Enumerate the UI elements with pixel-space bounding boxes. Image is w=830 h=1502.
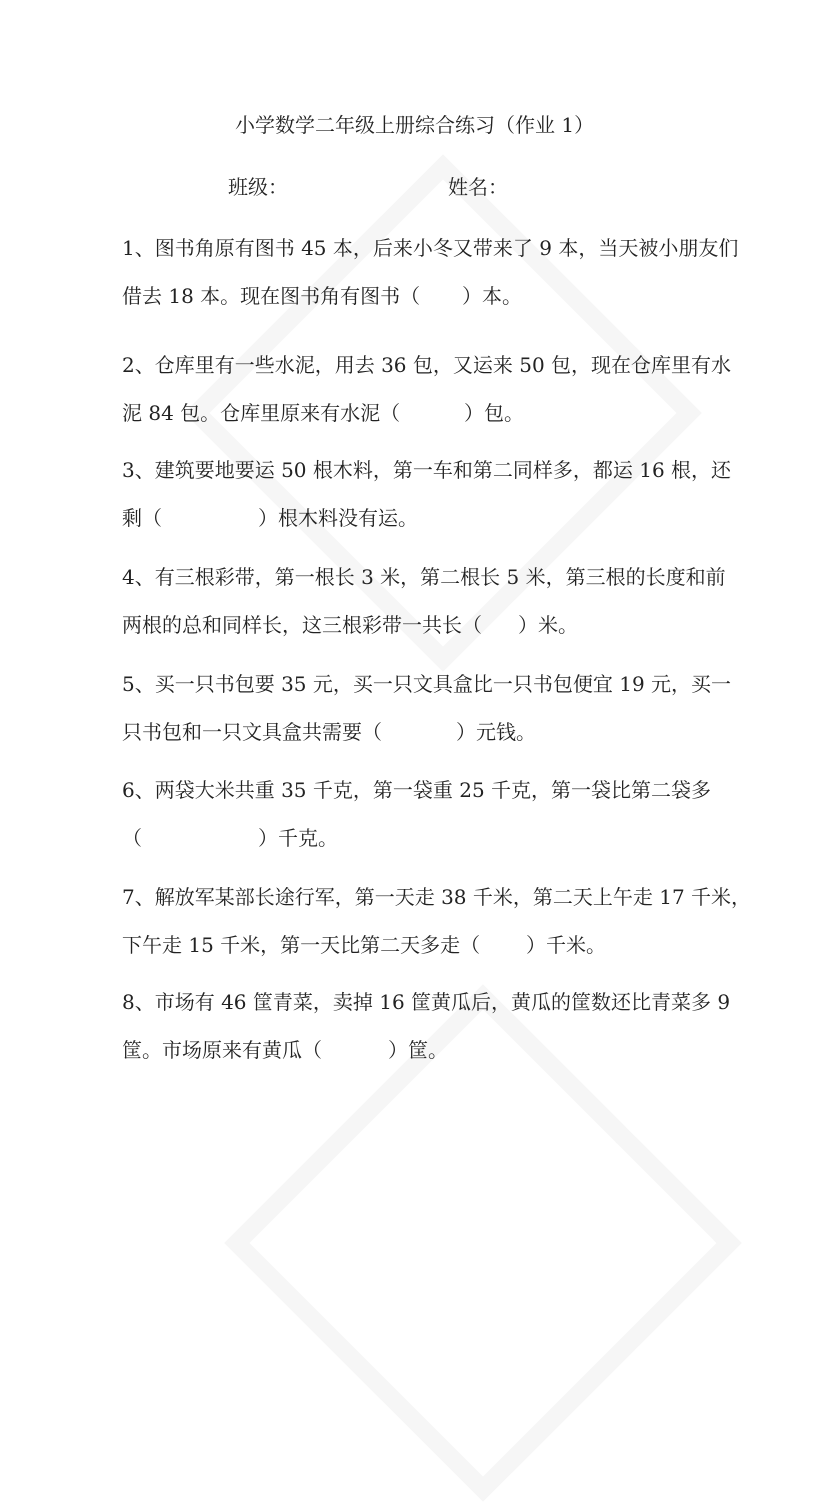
question-text-line2: 两根的总和同样长，这三根彩带一共长（ [122, 613, 482, 637]
answer-blank-close: ）米。 [518, 613, 578, 637]
question-text-line2: 筐。市场原来有黄瓜（ [122, 1038, 322, 1062]
question-text-line2: 借去 18 本。现在图书角有图书（ [122, 284, 421, 308]
question-text: 6、两袋大米共重 35 千克，第一袋重 25 千克，第一袋比第二袋多 [122, 778, 712, 802]
question-text-line2: 泥 84 包。仓库里原来有水泥（ [122, 401, 401, 425]
answer-blank-close: ）千米。 [526, 933, 606, 957]
answer-blank-close: ）千克。 [258, 826, 338, 850]
question-text: 5、买一只书包要 35 元，买一只文具盒比一只书包便宜 19 元，买一 [122, 672, 732, 696]
question-text-line2: （ [122, 826, 142, 850]
answer-blank-close: ）根木料没有运。 [258, 506, 418, 530]
page-title: 小学数学二年级上册综合练习（作业 1） [235, 113, 595, 137]
class-label: 班级： [228, 175, 288, 199]
question-text: 1、图书角原有图书 45 本，后来小冬又带来了 9 本，当天被小朋友们 [122, 236, 739, 260]
question-text: 2、仓库里有一些水泥，用去 36 包，又运来 50 包，现在仓库里有水 [122, 353, 732, 377]
question-text-line2: 只书包和一只文具盒共需要（ [122, 720, 382, 744]
answer-blank-close: ）本。 [462, 284, 522, 308]
answer-blank-close: ）元钱。 [456, 720, 536, 744]
question-text-line2: 下午走 15 千米，第一天比第二天多走（ [122, 933, 481, 957]
question-text-line2: 剩（ [122, 506, 162, 530]
name-label: 姓名： [448, 175, 508, 199]
question-text: 3、建筑要地要运 50 根木料，第一车和第二同样多，都运 16 根，还 [122, 458, 732, 482]
question-text: 4、有三根彩带，第一根长 3 米，第二根长 5 米，第三根的长度和前 [122, 565, 726, 589]
question-text: 7、解放军某部长途行军，第一天走 38 千米，第二天上午走 17 千米， [122, 885, 752, 909]
answer-blank-close: ）筐。 [388, 1038, 448, 1062]
question-text: 8、市场有 46 筐青菜，卖掉 16 筐黄瓜后，黄瓜的筐数还比青菜多 9 [122, 990, 731, 1014]
answer-blank-close: ）包。 [464, 401, 524, 425]
